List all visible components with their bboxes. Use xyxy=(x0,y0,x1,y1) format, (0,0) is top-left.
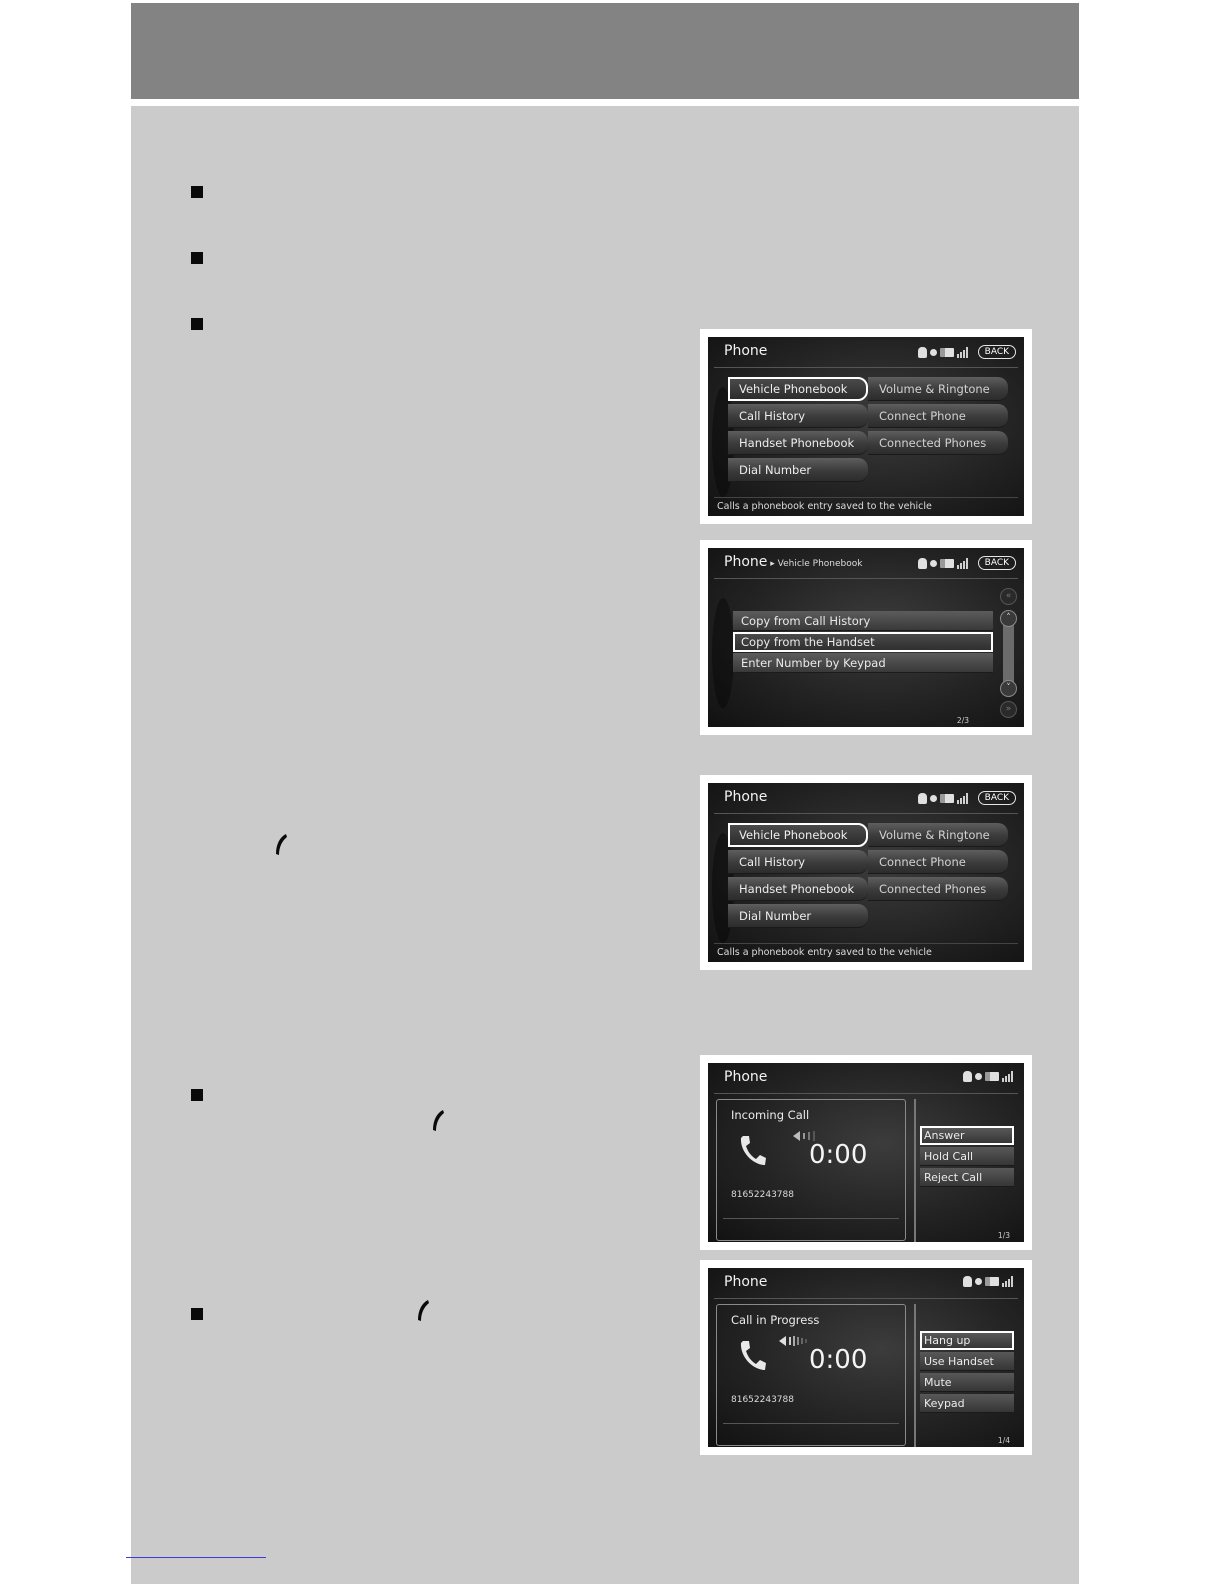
page-indicator: 1/4 xyxy=(997,1436,1010,1445)
use-handset-button[interactable]: Use Handset xyxy=(920,1352,1014,1371)
list-item-copy-from-handset[interactable]: Copy from the Handset xyxy=(733,632,993,652)
call-active-wave-icon xyxy=(777,1335,811,1347)
screenshot-vehicle-phonebook xyxy=(700,540,1032,735)
menu-item-connected-phones[interactable]: Connected Phones xyxy=(868,877,1008,901)
phone-menu-screen xyxy=(708,337,1024,516)
side-divider xyxy=(914,1099,916,1242)
reject-call-button[interactable]: Reject Call xyxy=(920,1168,1014,1187)
call-status: Incoming Call xyxy=(731,1108,810,1122)
title-divider xyxy=(714,367,1018,368)
side-divider xyxy=(914,1304,916,1447)
menu-item-call-history[interactable]: Call History xyxy=(728,404,868,428)
status-bar xyxy=(918,345,1016,359)
call-in-progress-screen xyxy=(708,1268,1024,1447)
scroll-down-icon[interactable]: ˅ xyxy=(1000,680,1017,697)
signal-icon xyxy=(957,793,971,804)
screenshot-call-in-progress xyxy=(700,1260,1032,1455)
back-button[interactable]: BACK xyxy=(978,345,1016,359)
scroll-up-icon[interactable]: ˄ xyxy=(1000,610,1017,627)
hold-call-button[interactable]: Hold Call xyxy=(920,1147,1014,1166)
menu-arc xyxy=(712,598,734,708)
keypad-button[interactable]: Keypad xyxy=(920,1394,1014,1413)
status-bar xyxy=(918,556,1016,570)
signal-icon xyxy=(1002,1071,1016,1082)
screen-title: Phone xyxy=(724,343,768,359)
call-info-panel xyxy=(716,1099,906,1241)
list-item-enter-number-by-keypad[interactable]: Enter Number by Keypad xyxy=(733,653,993,673)
battery-icon xyxy=(985,1277,999,1286)
footer-divider xyxy=(714,497,1018,498)
bluetooth-icon xyxy=(918,347,927,358)
screen-title: Phone xyxy=(724,1069,768,1085)
page-header-band xyxy=(131,3,1079,99)
caller-number: 81652243788 xyxy=(731,1395,794,1405)
call-info-panel xyxy=(716,1304,906,1446)
menu-item-vehicle-phonebook[interactable]: Vehicle Phonebook xyxy=(728,377,868,401)
call-timer: 0:00 xyxy=(809,1345,868,1375)
menu-item-dial-number[interactable]: Dial Number xyxy=(728,904,868,928)
battery-icon xyxy=(940,348,954,357)
panel-divider xyxy=(723,1423,899,1424)
title-divider xyxy=(714,1093,1018,1094)
signal-icon xyxy=(957,347,971,358)
screen-title: Phone xyxy=(724,789,768,805)
list-item-copy-from-call-history[interactable]: Copy from Call History xyxy=(733,611,993,631)
menu-item-dial-number[interactable]: Dial Number xyxy=(728,458,868,482)
breadcrumb-separator-icon: ▸ xyxy=(767,559,778,569)
bullet-icon xyxy=(191,1089,203,1101)
title-divider xyxy=(714,813,1018,814)
menu-item-volume-ringtone[interactable]: Volume & Ringtone xyxy=(868,377,1008,401)
footer-divider xyxy=(714,943,1018,944)
back-button[interactable]: BACK xyxy=(978,791,1016,805)
bluetooth-icon xyxy=(918,558,927,569)
menu-item-call-history[interactable]: Call History xyxy=(728,850,868,874)
connection-dot-icon xyxy=(975,1278,982,1285)
phone-handset-icon xyxy=(737,1339,767,1373)
bullet-icon xyxy=(191,318,203,330)
bluetooth-icon xyxy=(963,1071,972,1082)
phone-handset-icon xyxy=(415,1299,431,1323)
bullet-icon xyxy=(191,186,203,198)
status-bar xyxy=(963,1276,1016,1287)
caller-number: 81652243788 xyxy=(731,1190,794,1200)
bullet-icon xyxy=(191,1308,203,1320)
screen-help-text: Calls a phonebook entry saved to the vehicle xyxy=(717,947,932,958)
title-divider xyxy=(714,578,1018,579)
menu-item-connected-phones[interactable]: Connected Phones xyxy=(868,431,1008,455)
call-status: Call in Progress xyxy=(731,1313,820,1327)
screenshot-phone-menu xyxy=(700,329,1032,524)
screen-help-text: Calls a phonebook entry saved to the vehicle xyxy=(717,501,932,512)
call-timer: 0:00 xyxy=(809,1140,868,1170)
signal-icon xyxy=(957,558,971,569)
breadcrumb: Vehicle Phonebook xyxy=(777,559,863,569)
battery-icon xyxy=(940,794,954,803)
screen-title xyxy=(724,554,863,570)
signal-icon xyxy=(1002,1276,1016,1287)
scroll-bottom-icon[interactable]: » xyxy=(1000,701,1017,718)
back-button[interactable]: BACK xyxy=(978,556,1016,570)
bluetooth-icon xyxy=(963,1276,972,1287)
status-bar xyxy=(918,791,1016,805)
connection-dot-icon xyxy=(975,1073,982,1080)
menu-item-connect-phone[interactable]: Connect Phone xyxy=(868,404,1008,428)
battery-icon xyxy=(985,1072,999,1081)
page-indicator: 2/3 xyxy=(956,716,969,725)
battery-icon xyxy=(940,559,954,568)
menu-item-vehicle-phonebook[interactable]: Vehicle Phonebook xyxy=(728,823,868,847)
menu-item-volume-ringtone[interactable]: Volume & Ringtone xyxy=(868,823,1008,847)
answer-button[interactable]: Answer xyxy=(920,1126,1014,1145)
screen-title: Phone xyxy=(724,1274,768,1290)
screenshot-incoming-call xyxy=(700,1055,1032,1250)
menu-item-handset-phonebook[interactable]: Handset Phonebook xyxy=(728,431,868,455)
screen-title-text: Phone xyxy=(724,554,768,570)
connection-dot-icon xyxy=(930,560,937,567)
screenshot-phone-menu-2 xyxy=(700,775,1032,970)
mute-button[interactable]: Mute xyxy=(920,1373,1014,1392)
bullet-icon xyxy=(191,252,203,264)
title-divider xyxy=(714,1298,1018,1299)
connection-dot-icon xyxy=(930,349,937,356)
hang-up-button[interactable]: Hang up xyxy=(920,1331,1014,1350)
incoming-call-screen xyxy=(708,1063,1024,1242)
footer-link-underline xyxy=(126,1557,266,1558)
menu-item-handset-phonebook[interactable]: Handset Phonebook xyxy=(728,877,868,901)
phone-handset-icon xyxy=(430,1109,446,1133)
page-indicator: 1/3 xyxy=(997,1231,1010,1240)
vehicle-phonebook-screen xyxy=(708,548,1024,727)
phone-menu-screen xyxy=(708,783,1024,962)
connection-dot-icon xyxy=(930,795,937,802)
panel-divider xyxy=(723,1218,899,1219)
phone-handset-icon xyxy=(737,1134,767,1168)
bluetooth-icon xyxy=(918,793,927,804)
scroll-top-icon[interactable]: « xyxy=(1000,588,1017,605)
menu-item-connect-phone[interactable]: Connect Phone xyxy=(868,850,1008,874)
status-bar xyxy=(963,1071,1016,1082)
phone-handset-icon xyxy=(273,833,289,857)
